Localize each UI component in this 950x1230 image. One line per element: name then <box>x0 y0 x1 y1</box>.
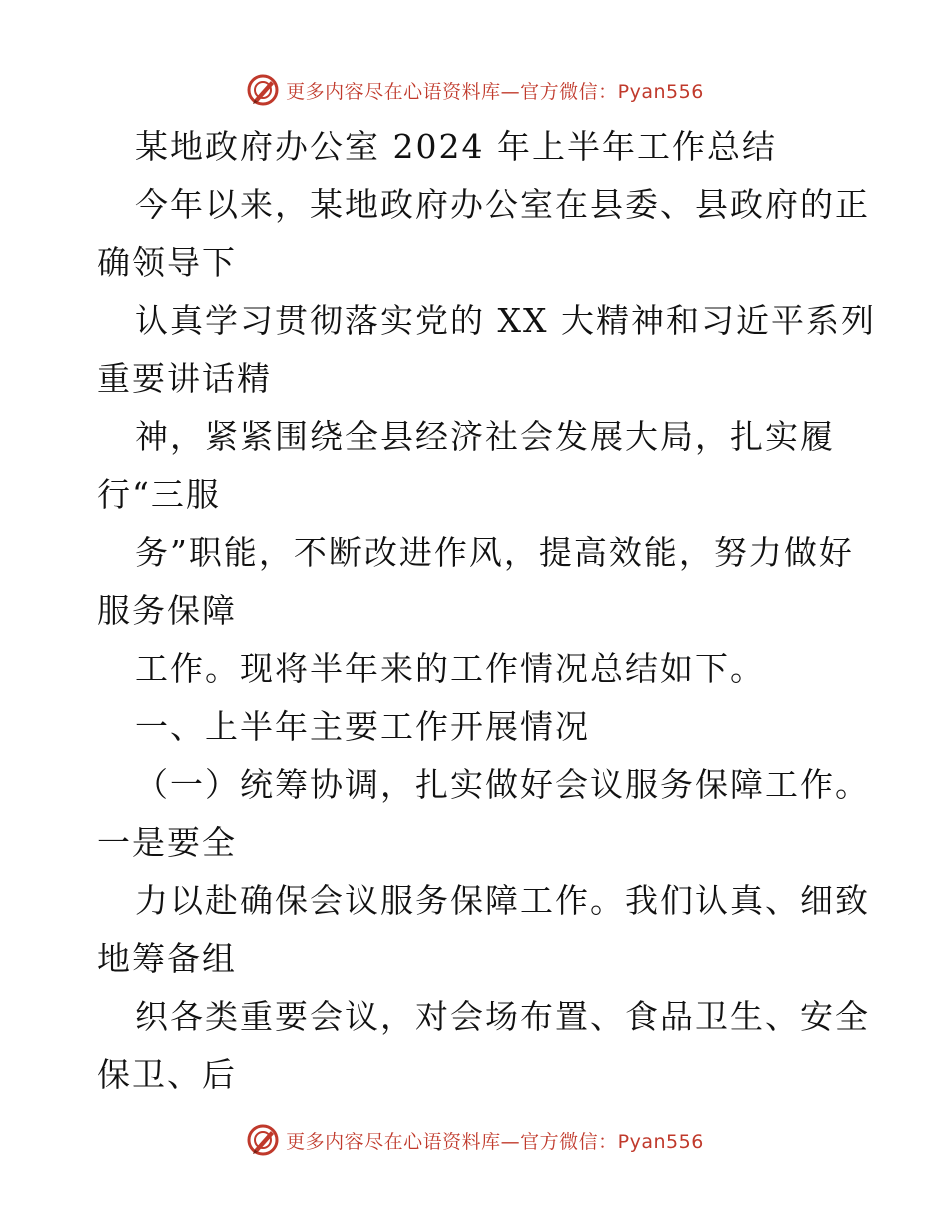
watermark-text: 更多内容尽在心语资料库—官方微信：Pyan556 <box>286 1130 704 1153</box>
text-line: 一、上半年主要工作开展情况 <box>135 707 590 746</box>
text-line: 一是要全 <box>97 823 237 862</box>
pen-logo-icon <box>246 73 280 107</box>
text-line: 重要讲话精 <box>97 359 272 398</box>
text-line: 保卫、后 <box>97 1055 237 1094</box>
document-body <box>97 118 876 1104</box>
text-line: 认真学习贯彻落实党的 XX 大精神和习近平系列 <box>135 301 876 340</box>
text-line: 确领导下 <box>97 243 237 282</box>
text-line: 今年以来，某地政府办公室在县委、县政府的正 <box>135 185 870 224</box>
text-line: 地筹备组 <box>97 939 237 978</box>
text-line: （一）统筹协调，扎实做好会议服务保障工作。 <box>135 765 870 804</box>
text-line: 行“三服 <box>97 475 221 514</box>
watermark-text: 更多内容尽在心语资料库—官方微信：Pyan556 <box>286 80 704 103</box>
pen-logo-icon <box>246 1123 280 1157</box>
text-line: 某地政府办公室 2024 年上半年工作总结 <box>135 127 777 166</box>
footer-watermark <box>0 1120 950 1160</box>
text-line: 服务保障 <box>97 591 237 630</box>
header-watermark <box>0 70 950 110</box>
text-line: 工作。现将半年来的工作情况总结如下。 <box>135 649 765 688</box>
text-line: 神，紧紧围绕全县经济社会发展大局，扎实履 <box>135 417 835 456</box>
text-line: 务”职能，不断改进作风，提高效能，努力做好 <box>135 533 854 572</box>
text-line: 力以赴确保会议服务保障工作。我们认真、细致 <box>135 881 870 920</box>
text-line: 织各类重要会议，对会场布置、食品卫生、安全 <box>135 997 870 1036</box>
